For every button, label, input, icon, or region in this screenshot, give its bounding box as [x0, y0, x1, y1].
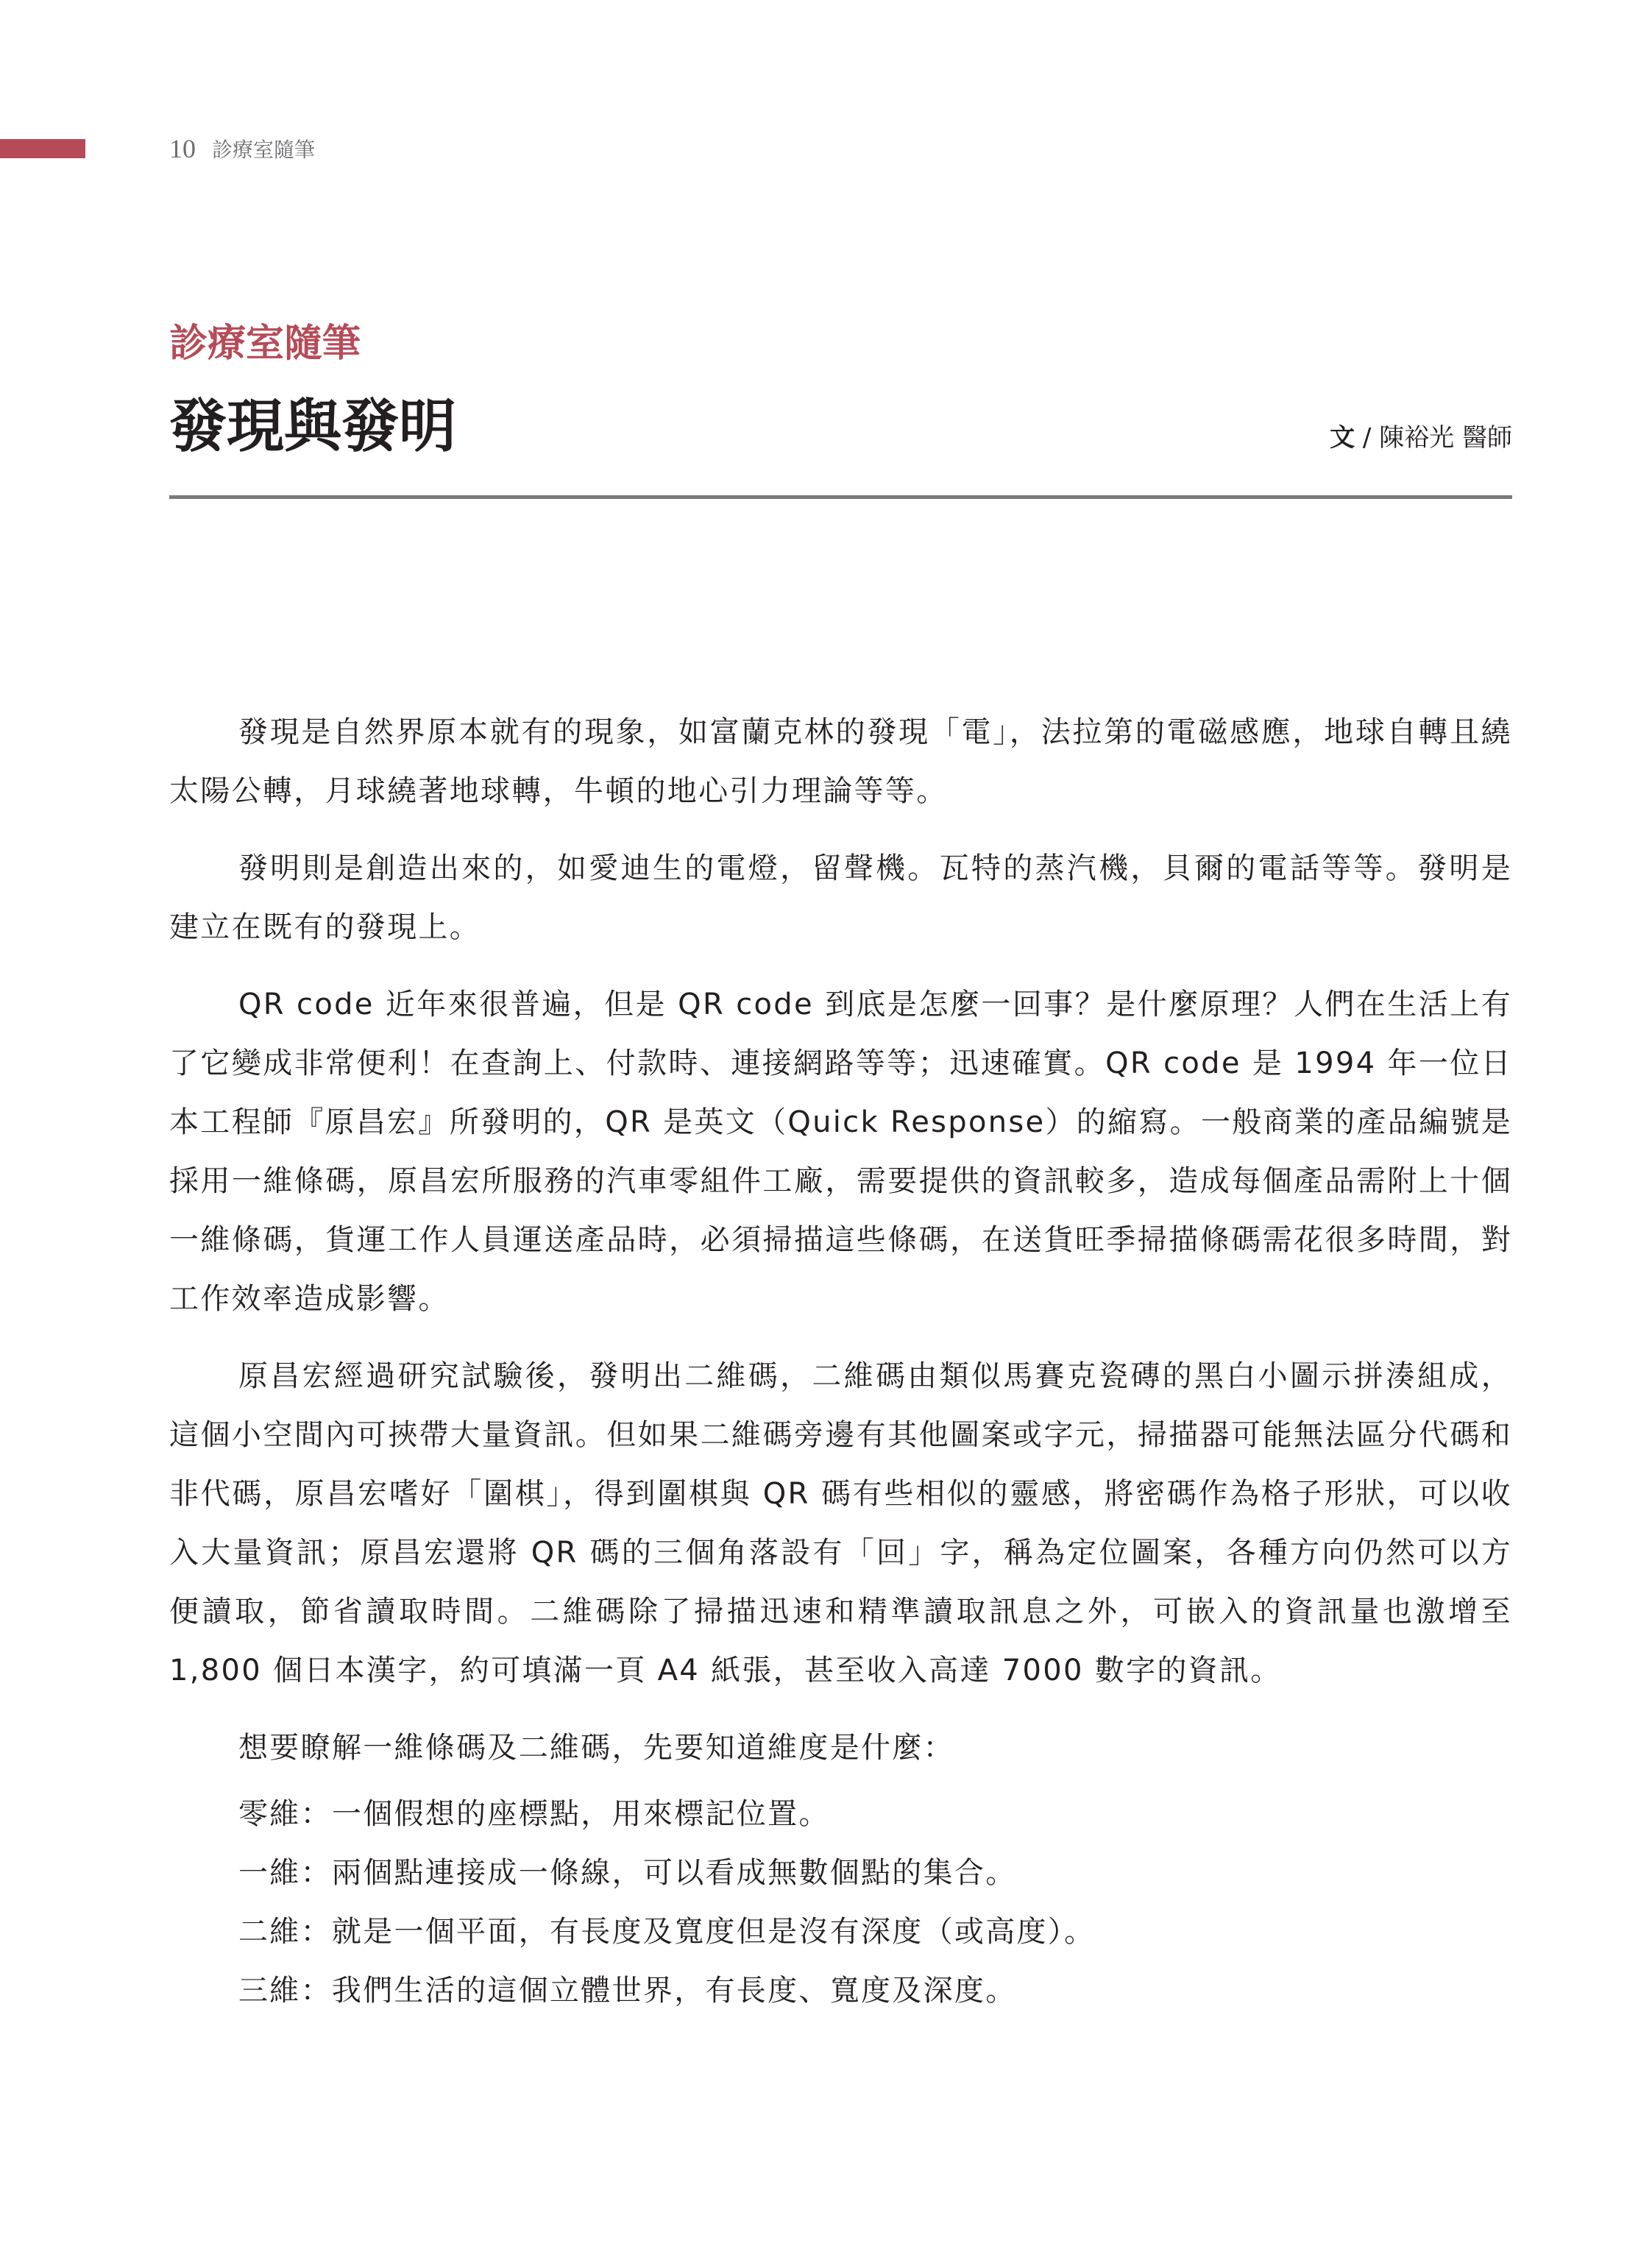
dimension-item: 一維：兩個點連接成一條線，可以看成無數個點的集合。 — [238, 1856, 1017, 1890]
running-head-title: 診療室隨筆 — [212, 138, 316, 162]
body-paragraph: QR code 近年來很普遍，但是 QR code 到底是怎麼一回事？是什麼原理？人們在生活上有了它變成非常便利！在查詢上、付款時、連接網路等等；迅速確實。QR code 是 1994 年一位日本工程師『原昌宏』所發明的，QR 是英文（Quick Response）的縮寫。一般商業的產品編號是採用一維條碼，原昌宏所服務的汽車零組件工廠，需要提供的資訊較多，造成每個產品需附上十個一維條碼，貨運工作人員運送產品時，必須掃描這些條碼，在送貨旺季掃描條碼需花很多時間，對工作效率造成影響。 — [169, 988, 1512, 1316]
body-paragraph: 發明則是創造出來的，如愛迪生的電燈，留聲機。瓦特的蒸汽機，貝爾的電話等等。發明是建立在既有的發現上。 — [169, 851, 1512, 944]
article-body — [169, 703, 1512, 2020]
body-paragraph: 發現是自然界原本就有的現象，如富蘭克林的發現「電」，法拉第的電磁感應，地球自轉且繞太陽公轉，月球繞著地球轉，牛頓的地心引力理論等等。 — [169, 715, 1512, 808]
byline — [1330, 419, 1512, 456]
byline-prefix: 文 — [1330, 423, 1355, 453]
running-head — [169, 132, 315, 165]
dimension-intro: 想要瞭解一維條碼及二維碼，先要知道維度是什麼： — [238, 1731, 954, 1765]
byline-separator: / — [1355, 423, 1380, 453]
title-divider — [169, 495, 1512, 499]
dimension-item: 三維：我們生活的這個立體世界，有長度、寬度及深度。 — [238, 1974, 1017, 2008]
column-label: 診療室隨筆 — [169, 322, 361, 366]
byline-author: 陳裕光 醫師 — [1379, 423, 1512, 453]
article-title: 發現與發明 — [169, 394, 457, 460]
dimension-item: 二維：就是一個平面，有長度及寬度但是沒有深度（或高度）。 — [238, 1915, 1096, 1949]
body-paragraph: 原昌宏經過研究試驗後，發明出二維碼，二維碼由類似馬賽克瓷磚的黑白小圖示拼湊組成，這個小空間內可挾帶大量資訊。但如果二維碼旁邊有其他圖案或字元，掃描器可能無法區分代碼和非代碼，原昌宏嗜好「圍棋」，得到圍棋與 QR 碼有些相似的靈感，將密碼作為格子形狀，可以收入大量資訊；原昌宏還將 QR 碼的三個角落設有「回」字，稱為定位圖案，各種方向仍然可以方便讀取，節省讀取時間。二維碼除了掃描迅速和精準讀取訊息之外，可嵌入的資訊量也激增至 1,800 個日本漢字，約可填滿一頁 A4 紙張，甚至收入高達 7000 數字的資訊。 — [169, 1359, 1512, 1687]
header-accent-bar — [0, 139, 85, 158]
dimension-item: 零維：一個假想的座標點，用來標記位置。 — [238, 1797, 830, 1831]
page-number: 10 — [169, 134, 196, 163]
